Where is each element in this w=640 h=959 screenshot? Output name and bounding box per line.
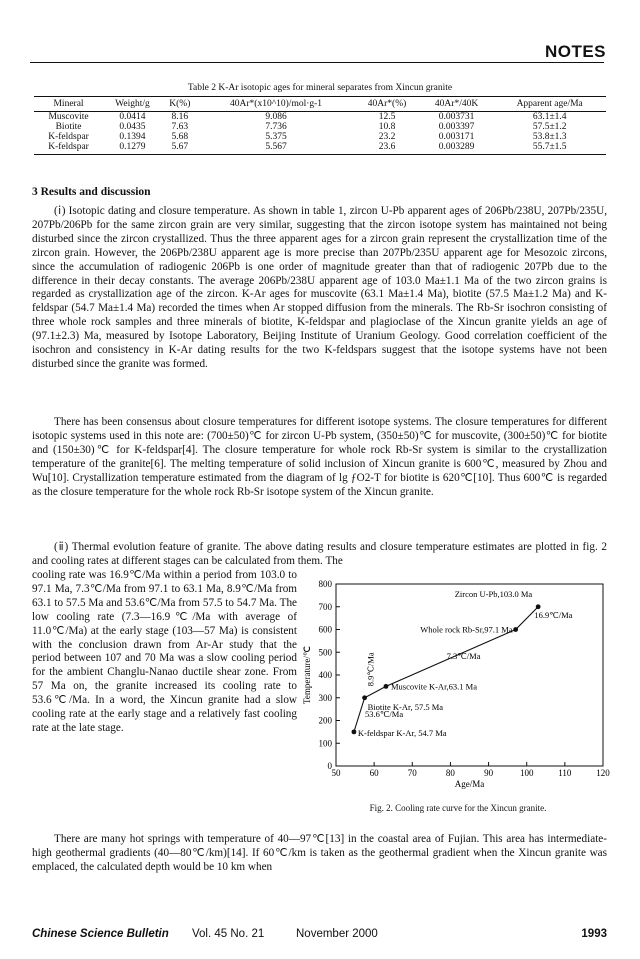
paragraph-cooling-rates: cooling rate was 16.9℃/Ma within a period from 103.0 to 97.1 Ma, 7.3℃/Ma from 97.1 to 63.1 Ma, 8.9℃/Ma from 63.1 to 57.5 Ma and 53.6℃/Ma from 57.5 to 54.7 Ma. The low cooling rate (7.3—16.9℃/Ma with average of 11.0℃/Ma) at the early stage (103—57 Ma) is consistent with the conclusion drawn from Ar-Ar study that the period between 107 and 70 Ma was a slow cooling period for the ambient Changlu-Nanao ductile shear zone. From 57 Ma on, the granite increased its cooling rate to 53.6℃/Ma. In a word, the Xincun granite had a slow cooling rate at the early stage and a relatively fast cooling rate at the late stage. (32, 569, 297, 734)
paragraph-isotopic-dating: (ⅰ) Isotopic dating and closure temperature. As shown in table 1, zircon U-Pb apparent ages of 206Pb/238U, 207Pb/235U, 207Pb/206Pb for the same zircon grain are very similar, suggesting that the zircon isotope system has maintained not being disturbed since the zircon crystallized. Thus the three apparent ages for a zircon grain represent the crystallization time of the zircon grain. However, the 206Pb/238U apparent age is more precise than 207Pb/235U apparent age for Mesozoic zircons, since the accumulation of radiogenic 206Pb is one order of magnitude greater than that of radiogenic 207Pb due to the difference in their decay constants. The average 206Pb/238U apparent age of 103.0 Ma±1.1 Ma of the two zircon grains is regarded as crystallization age of the zircon. K-Ar ages for muscovite (63.1 Ma±1.4 Ma), biotite (57.5 Ma±1.2 Ma) and K-feldspar (54.7 Ma±1.4 Ma) recorded the times when Ar stopped diffusion from the minerals. The Rb-Sr isochron consisting of three whole rock samples and three minerals of biotite, K-feldspar and plagioclase of the Xincun granite yields an age of (97.1±2.3) Ma, measured by Isotope Laboratory, Beijing Institute of Uranium Geology. Good correlation coefficient of the isochron and consistency in K-Ar dating results for the two K-feldspars suggest that the isotope systems have not been disturbed since the granite was formed. (32, 205, 607, 370)
cooling-rate-chart (298, 576, 618, 801)
y-tick-label: 600 (318, 624, 332, 635)
table-cell: 7.736 (265, 122, 287, 132)
table-cell: 55.7±1.5 (493, 142, 606, 155)
data-point (362, 695, 367, 700)
table-cell: 9.086 (265, 112, 287, 122)
y-tick-label: 200 (318, 715, 332, 726)
table-cell: 0.1279 (103, 142, 162, 155)
table-header-cell: 40Ar*/40K (420, 97, 494, 112)
x-tick-label: 80 (445, 768, 455, 778)
table-header-cell: K(%) (162, 97, 198, 112)
table-header-cell: 40Ar*(%) (354, 97, 419, 112)
rate-label: 7.3℃/Ma (446, 651, 481, 662)
y-tick-label: 400 (318, 670, 332, 680)
y-tick-label: 100 (318, 738, 332, 749)
paragraph-closure-temperature: There has been consensus about closure temperatures for different isotope systems. The closure temperatures for different isotopic systems used in this note are: (700±50)℃ for zircon U-Pb system, (350±50)℃ for muscovite, (300±50)℃ for biotite and (150±30)℃ for K-feldspar[4]. The closure temperature for whole rock Rb-Sr system is similar to the crystallization temperature of the granite[6]. The melting temperature of solid inclusion of Xincun granite is 600℃, measured by Zhou and Wu[10]. Crystallization temperature estimated from the diagram of lg ƒO2-T for biotite is 620℃[10]. Thus 600℃ is regarded as the closure temperature for the whole rock Rb-Sr isotope system of the Xincun granite. (32, 416, 607, 498)
table-cell: 0.003731 (438, 112, 475, 122)
data-point-label: Whole rock Rb-Sr,97.1 Ma (420, 624, 513, 635)
y-tick-label: 700 (318, 601, 332, 612)
table-cell: Muscovite (48, 112, 89, 122)
data-point-label: Muscovite K-Ar,63.1 Ma (390, 681, 478, 692)
table-cell: 57.5±1.2 (532, 122, 567, 132)
data-point-label: Biotite K-Ar, 57.5 Ma (367, 701, 444, 712)
page-number: 1993 (581, 928, 607, 940)
volume-issue: Vol. 45 No. 21 (192, 928, 265, 940)
x-tick-label: 100 (519, 768, 534, 778)
table-cell: 0.003289 (420, 142, 494, 155)
table-cell: K-feldspar (34, 142, 103, 155)
rate-label: 16.9℃/Ma (534, 610, 573, 621)
data-point (536, 604, 541, 609)
table-cell: 8.16 (171, 112, 189, 122)
y-tick-label: 0 (327, 761, 332, 771)
x-axis-label: Age/Ma (454, 779, 485, 789)
table-cell: 23.2 (378, 132, 396, 142)
table-cell: Biotite (55, 122, 82, 132)
header-rule (30, 62, 604, 63)
x-tick-label: 50 (331, 768, 341, 778)
kar-ages-table (34, 96, 606, 155)
table-cell: 0.1394 (119, 132, 146, 142)
data-point-label: K-feldspar K-Ar, 54.7 Ma (357, 727, 447, 738)
table-row (34, 112, 606, 123)
data-point (513, 627, 518, 632)
table-cell: 5.567 (198, 142, 355, 155)
data-point-label: Zircon U-Pb,103.0 Ma (454, 588, 533, 599)
table-header-cell: Apparent age/Ma (493, 97, 606, 112)
page-footer (32, 928, 607, 940)
table-row (34, 132, 606, 142)
table-caption: Table 2 K-Ar isotopic ages for mineral separates from Xincun granite (187, 83, 453, 93)
data-point (352, 729, 357, 734)
rate-label: 8.9℃/Ma (365, 652, 376, 687)
table-row (34, 142, 606, 155)
rate-label: 53.6℃/Ma (364, 709, 404, 720)
y-tick-label: 300 (318, 692, 332, 703)
table-row (34, 122, 606, 132)
x-tick-label: 90 (484, 768, 494, 778)
table-cell: 10.8 (378, 122, 396, 132)
table-cell: 63.1±1.4 (532, 112, 567, 122)
table-header-cell: Mineral (34, 97, 103, 112)
table-cell: 12.5 (378, 112, 396, 122)
table-cell: 0.0435 (119, 122, 146, 132)
table-cell: 23.6 (354, 142, 419, 155)
figure-caption: Fig. 2. Cooling rate curve for the Xincun granite. (369, 803, 547, 813)
paragraph-hot-springs: There are many hot springs with temperature of 40—97℃[13] in the coastal area of Fujian. This area has intermediate-high geothermal gradients (40—80℃/km)[14]. If 60℃/km is taken as the geothermal gradient when the Xincun granite was emplaced, the calculated depth would be 10 km when (32, 833, 607, 873)
section-title: NOTES (544, 42, 606, 61)
table-header-cell: 40Ar*(x10^10)/mol·g-1 (198, 97, 355, 112)
x-tick-label: 70 (407, 768, 417, 778)
y-tick-label: 800 (318, 579, 332, 589)
table-cell: 0.0414 (119, 112, 146, 122)
table-cell: 53.8±1.3 (532, 132, 567, 142)
journal-name: Chinese Science Bulletin (32, 928, 169, 940)
table-cell: 0.003171 (438, 132, 475, 142)
issue-date: November 2000 (296, 928, 378, 940)
x-tick-label: 120 (596, 768, 610, 778)
section-heading: 3 Results and discussion (32, 186, 151, 198)
table-cell: 5.67 (162, 142, 198, 155)
y-axis-label: Temperature/℃ (302, 646, 312, 704)
paragraph-thermal-evolution: (ⅱ) Thermal evolution feature of granite. The above dating results and closure temperature estimates are plotted in fig. 2 and cooling rates at different stages can be calculated from them. The (32, 541, 607, 567)
table-cell: 0.003397 (438, 122, 475, 132)
table-cell: K-feldspar (48, 132, 89, 142)
x-tick-label: 110 (558, 768, 572, 778)
x-tick-label: 60 (369, 768, 379, 778)
table-header-cell: Weight/g (103, 97, 162, 112)
table-cell: 5.68 (171, 132, 189, 142)
y-tick-label: 500 (318, 647, 332, 658)
data-point (384, 684, 389, 689)
table-cell: 7.63 (171, 122, 189, 132)
table-cell: 5.375 (265, 132, 287, 142)
